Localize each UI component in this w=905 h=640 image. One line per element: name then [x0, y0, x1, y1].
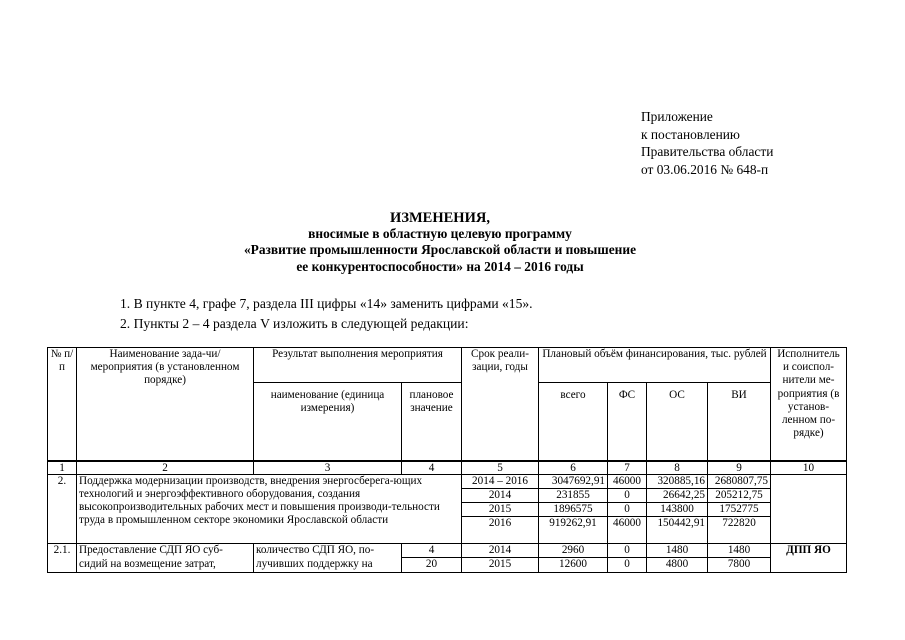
row-total: 919262,91: [539, 517, 608, 544]
column-number: 7: [608, 461, 647, 475]
row-period: 2016: [462, 517, 539, 544]
header-vi: ВИ: [708, 383, 771, 461]
column-number: 2: [77, 461, 254, 475]
header-executor: Исполнитель и соиспол-нители ме-роприятия (в установ-ленном по-рядке): [771, 348, 847, 461]
table-row: [48, 474, 847, 488]
program-table: [47, 347, 847, 573]
row-executor: [771, 474, 847, 544]
title-line: «Развитие промышленности Ярославской области и повышение: [243, 242, 637, 258]
appendix-line: Приложение: [641, 109, 713, 124]
row-total: 3047692,91: [539, 474, 608, 488]
title-line: вносимые в областную целевую программу: [308, 226, 572, 242]
appendix-line: Правительства области: [641, 144, 774, 159]
row-total: 2960: [539, 544, 608, 558]
appendix-line: от 03.06.2016 № 648-п: [641, 161, 769, 177]
header-period: Срок реали-зации, годы: [462, 348, 539, 461]
row-executor: ДПП ЯО: [771, 544, 847, 558]
row-fs: 46000: [608, 474, 647, 488]
row-period: 2015: [462, 502, 539, 516]
row-period: 2015: [462, 558, 539, 572]
row-num: 2.1.: [48, 544, 77, 558]
column-number: 10: [771, 461, 847, 475]
column-number: 6: [539, 461, 608, 475]
column-number: 9: [708, 461, 771, 475]
paragraph-1: 1. В пункте 4, графе 7, раздела III цифры «14» заменить цифрами «15».: [120, 296, 533, 311]
row-name: Предоставление СДП ЯО суб-: [77, 544, 254, 558]
row-total: 1896575: [539, 502, 608, 516]
column-number: 5: [462, 461, 539, 475]
table-row: [48, 544, 847, 558]
row-vi: 1752775: [708, 502, 771, 516]
row-os: 150442,91: [647, 517, 708, 544]
paragraph-2: 2. Пункты 2 – 4 раздела V изложить в следующей редакции:: [120, 316, 469, 331]
row-name: сидий на возмещение затрат,: [77, 558, 254, 572]
row-os: 320885,16: [647, 474, 708, 488]
row-result-name: количество СДП ЯО, по-: [254, 544, 402, 558]
row-period: 2014: [462, 488, 539, 502]
title-heading: ИЗМЕНЕНИЯ,: [390, 210, 490, 226]
row-vi: 1480: [708, 544, 771, 558]
header-num: № п/п: [48, 348, 77, 461]
row-name: Поддержка модернизации производств, внедрения энергосберега-ющих технологий и энергоэффективного оборудования, создания высокопроизводительных рабочих мест и повышения производи-тельности труда в промышленном секторе экономики Ярославской области: [77, 474, 462, 544]
appendix-line: к постановлению: [641, 126, 740, 142]
row-os: 143800: [647, 502, 708, 516]
row-plan: 4: [402, 544, 462, 558]
row-fs: 0: [608, 488, 647, 502]
row-fs: 0: [608, 544, 647, 558]
row-fs: 0: [608, 558, 647, 572]
column-number: 4: [402, 461, 462, 475]
title-line: ее конкурентоспособности» на 2014 – 2016 годы: [296, 258, 584, 274]
row-os: 4800: [647, 558, 708, 572]
row-plan: 20: [402, 558, 462, 572]
header-result: Результат выполнения мероприятия: [254, 348, 462, 383]
document-title: [180, 210, 700, 275]
row-num: 2.: [48, 474, 77, 544]
row-result-name: лучивших поддержку на: [254, 558, 402, 572]
row-total: 231855: [539, 488, 608, 502]
row-vi: 2680807,75: [708, 474, 771, 488]
header-name: Наименование зада-чи/мероприятия (в установленном порядке): [77, 348, 254, 461]
header-result-plan: плановое значение: [402, 383, 462, 461]
header-fs: ФС: [608, 383, 647, 461]
row-vi: 722820: [708, 517, 771, 544]
row-vi: 205212,75: [708, 488, 771, 502]
header-total: всего: [539, 383, 608, 461]
column-number: 1: [48, 461, 77, 475]
row-period: 2014 – 2016: [462, 474, 539, 488]
row-period: 2014: [462, 544, 539, 558]
header-row: [48, 348, 847, 383]
row-vi: 7800: [708, 558, 771, 572]
row-fs: 0: [608, 502, 647, 516]
header-finance: Плановый объём финансирования, тыс. рублей: [539, 348, 771, 383]
column-number: 3: [254, 461, 402, 475]
appendix-block: [641, 108, 773, 178]
row-num-cont: [48, 558, 77, 572]
header-result-name: наименование (единица измерения): [254, 383, 402, 461]
row-total: 12600: [539, 558, 608, 572]
column-number-row: [48, 461, 847, 475]
row-os: 1480: [647, 544, 708, 558]
header-os: ОС: [647, 383, 708, 461]
table-row: [48, 558, 847, 572]
row-fs: 46000: [608, 517, 647, 544]
row-os: 26642,25: [647, 488, 708, 502]
column-number: 8: [647, 461, 708, 475]
row-executor-cont: [771, 558, 847, 572]
